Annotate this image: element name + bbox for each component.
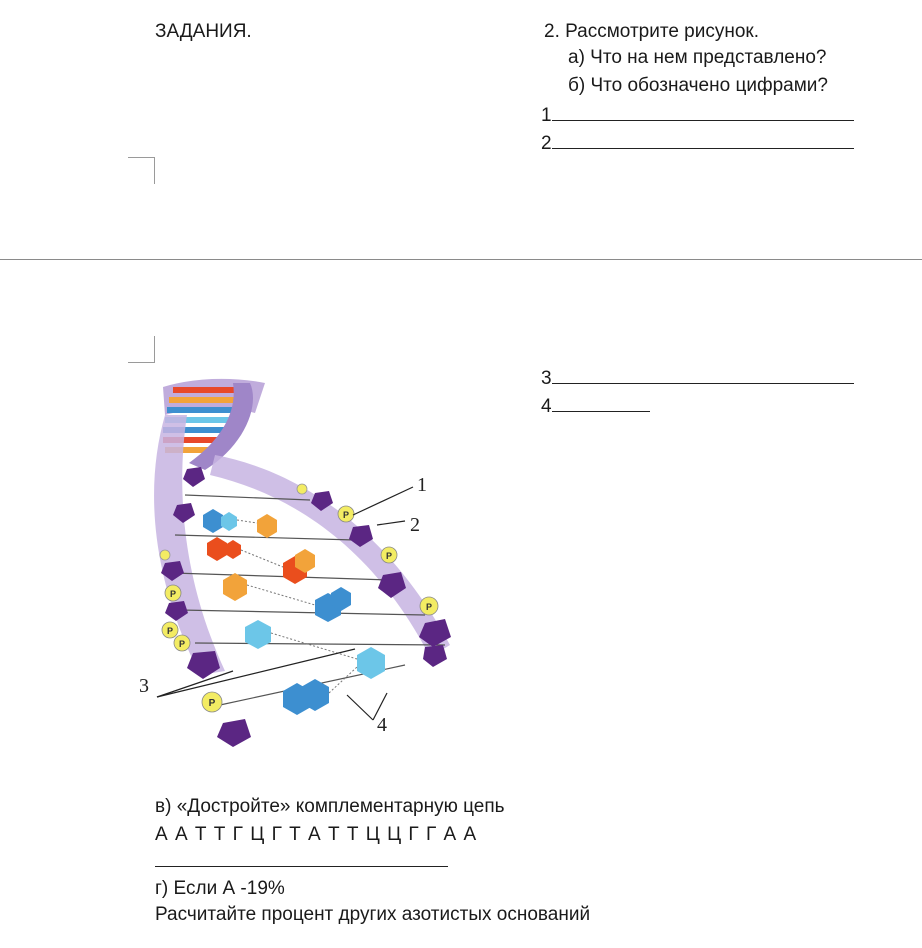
- task-g-instruction: Расчитайте процент других азотистых оснований: [155, 904, 591, 925]
- answer-number: 1: [541, 105, 552, 126]
- figure-label-3: 3: [139, 675, 149, 697]
- base-hexagon: [223, 573, 247, 601]
- figure-label-4: 4: [377, 714, 387, 736]
- base-hexagon: [257, 514, 277, 538]
- base-hexagon: [221, 512, 237, 531]
- phosphate-label: P: [169, 589, 177, 599]
- answer-number: 2: [541, 133, 552, 154]
- page-break-divider: [0, 259, 922, 260]
- phosphate-dot: [297, 484, 307, 494]
- dna-structure-figure: [125, 375, 485, 755]
- phosphate-label: P: [342, 510, 350, 520]
- answer-line-3[interactable]: [541, 365, 854, 391]
- phosphate-label: P: [178, 639, 186, 649]
- task2-question-a: а) Что на нем представлено?: [568, 47, 827, 68]
- phosphate-dot: [160, 550, 170, 560]
- answer-line-4[interactable]: [541, 393, 650, 419]
- task-g-heading: г) Если А -19%: [155, 878, 285, 899]
- figure-label-1: 1: [417, 474, 427, 496]
- margin-corner-mark: [128, 157, 155, 184]
- base-hexagon: [203, 509, 223, 533]
- answer-number: 4: [541, 396, 552, 417]
- figure-label-2: 2: [410, 514, 420, 536]
- task2-heading: 2. Рассмотрите рисунок.: [544, 21, 759, 42]
- blank-line: [552, 365, 854, 384]
- blank-line: [552, 102, 854, 121]
- phosphate-label: P: [385, 551, 393, 561]
- answer-line-2[interactable]: [541, 130, 854, 156]
- task2-question-b: б) Что обозначено цифрами?: [568, 75, 828, 96]
- blank-line: [552, 130, 854, 149]
- phosphate-label: P: [166, 626, 174, 636]
- answer-line-complementary[interactable]: [155, 866, 448, 867]
- task-v-heading: в) «Достройте» комплементарную цепь: [155, 796, 505, 817]
- base-hexagon: [225, 540, 241, 559]
- page-title: ЗАДАНИЯ.: [155, 21, 252, 42]
- answer-number: 3: [541, 368, 552, 389]
- margin-corner-mark: [128, 336, 155, 363]
- phosphate-label: P: [425, 602, 433, 612]
- blank-line: [552, 393, 650, 412]
- phosphate-label: P: [208, 698, 216, 709]
- answer-line-1[interactable]: [541, 102, 854, 128]
- dna-sequence: А А Т Т Г Ц Г Т А Т Т Ц Ц Г Г А А: [155, 824, 478, 845]
- base-hexagon: [207, 537, 227, 561]
- base-hexagon: [245, 620, 271, 649]
